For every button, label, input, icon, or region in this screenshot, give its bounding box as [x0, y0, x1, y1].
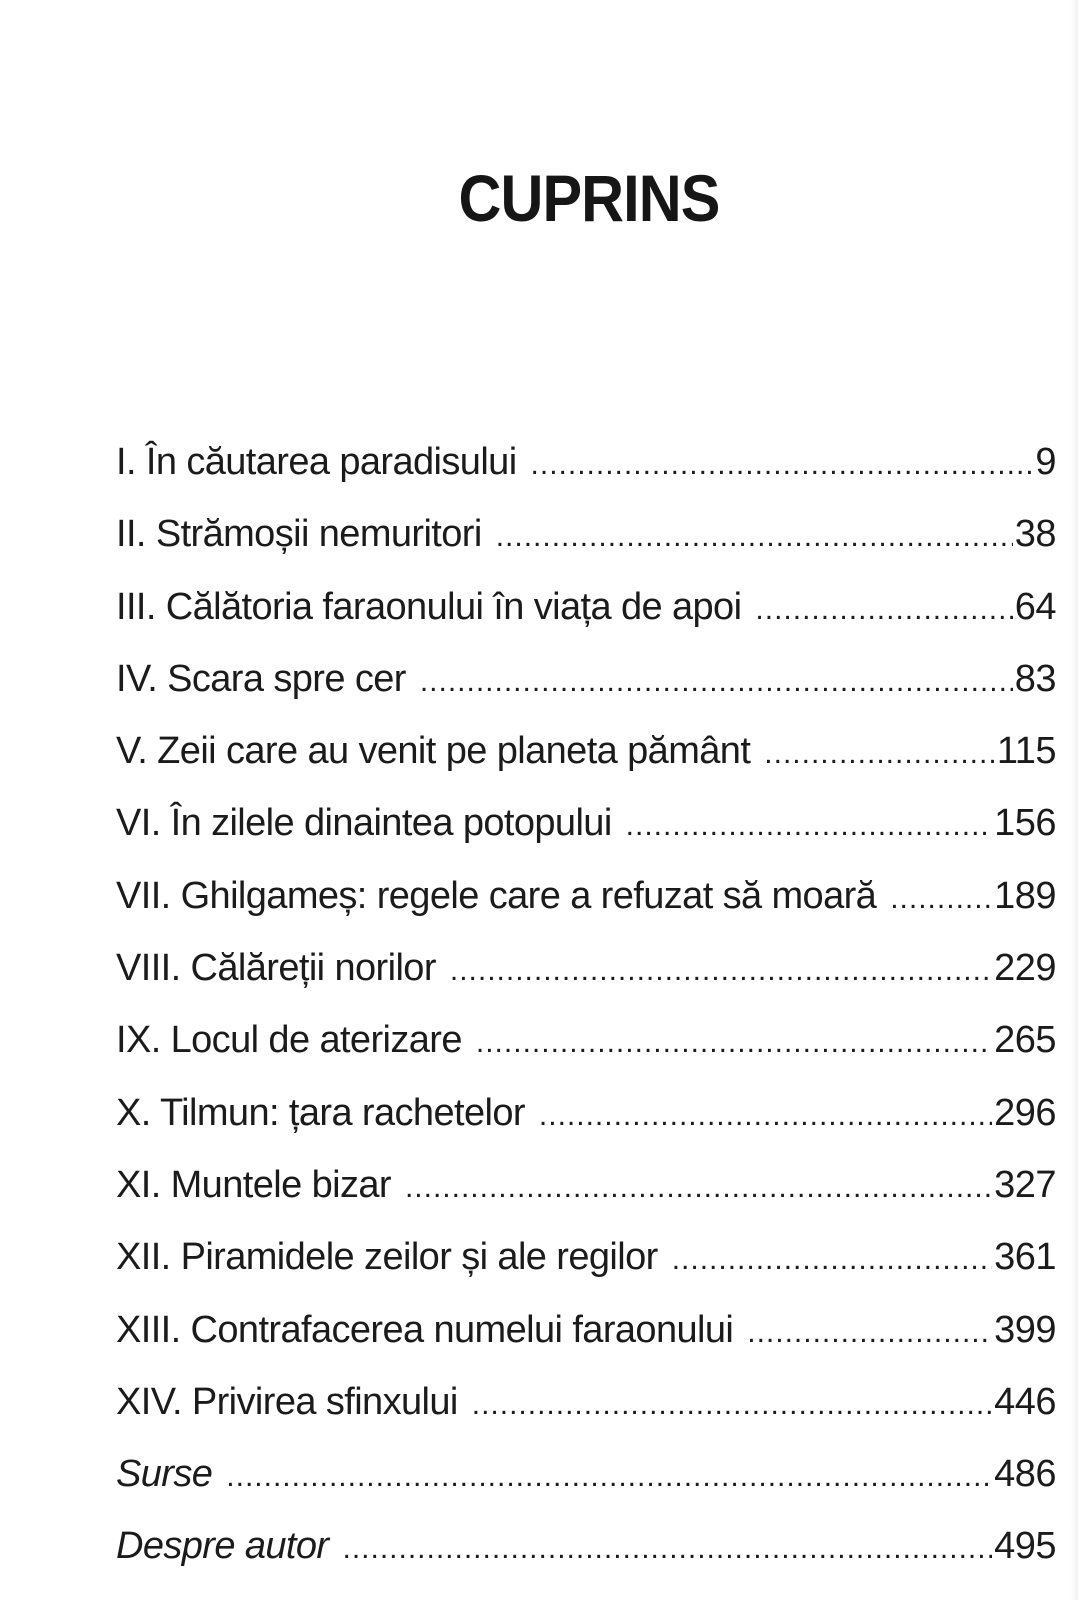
table-of-contents — [116, 432, 1056, 1589]
dot-leader — [890, 869, 992, 929]
dot-leader — [755, 580, 1012, 640]
toc-entry-page: 486 — [994, 1453, 1056, 1496]
toc-entry-page: 115 — [996, 730, 1056, 773]
toc-entry-title: Surse — [116, 1453, 213, 1496]
toc-entry — [116, 793, 1056, 865]
toc-entry — [116, 504, 1056, 576]
dot-leader — [476, 1013, 992, 1073]
page-title: CUPRINS — [458, 161, 720, 235]
toc-entry — [116, 1227, 1056, 1299]
toc-entry-page: 64 — [1014, 585, 1056, 628]
toc-entry-title: XIV. Privirea sfinxului — [116, 1380, 458, 1423]
toc-entry-page: 446 — [994, 1380, 1056, 1423]
toc-entry — [116, 1155, 1056, 1227]
dot-leader — [342, 1519, 992, 1579]
toc-entry-page: 296 — [994, 1091, 1056, 1134]
toc-entry — [116, 1300, 1056, 1372]
toc-entry-title: Despre autor — [116, 1525, 329, 1568]
toc-entry-page: 38 — [1014, 513, 1056, 556]
toc-entry — [116, 938, 1056, 1010]
toc-entry — [116, 649, 1056, 721]
toc-entry — [116, 577, 1056, 649]
toc-entry-page: 156 — [994, 802, 1056, 845]
dot-leader — [226, 1447, 992, 1507]
toc-entry-page: 399 — [994, 1308, 1056, 1351]
toc-entry-title: I. În căutarea paradisului — [116, 441, 517, 483]
dot-leader — [496, 507, 1013, 567]
dot-leader — [539, 1086, 992, 1146]
dot-leader — [405, 1158, 992, 1218]
toc-entry — [116, 1372, 1056, 1444]
toc-entry-title: VIII. Călăreții norilor — [116, 947, 436, 990]
toc-entry-page: 9 — [1035, 441, 1056, 483]
dot-leader — [420, 652, 1013, 712]
toc-entry-title: VI. În zilele dinaintea potopului — [116, 802, 612, 845]
dot-leader — [472, 1375, 992, 1435]
toc-entry-title: XIII. Contrafacerea numelui faraonului — [116, 1308, 734, 1351]
toc-entry — [116, 866, 1056, 938]
toc-entry — [116, 1444, 1056, 1516]
dot-leader — [747, 1303, 992, 1363]
toc-entry-title: II. Strămoșii nemuritori — [116, 513, 482, 556]
toc-entry — [116, 432, 1056, 504]
toc-entry-title: IV. Scara spre cer — [116, 657, 406, 700]
toc-entry-title: X. Tilmun: țara rachetelor — [116, 1091, 525, 1134]
toc-entry-title: XI. Muntele bizar — [116, 1163, 391, 1206]
toc-entry-page: 361 — [994, 1236, 1056, 1279]
toc-entry-page: 327 — [994, 1163, 1056, 1206]
toc-entry-page: 495 — [994, 1525, 1056, 1568]
dot-leader — [450, 941, 992, 1001]
toc-entry-page: 265 — [994, 1019, 1056, 1062]
toc-entry-page: 83 — [1014, 657, 1056, 700]
toc-entry — [116, 1516, 1056, 1588]
toc-entry-title: III. Călătoria faraonului în viața de apoi — [116, 585, 742, 628]
toc-entry-title: V. Zeii care au venit pe planeta pământ — [116, 730, 751, 773]
toc-entry-title: IX. Locul de aterizare — [116, 1019, 462, 1062]
toc-entry — [116, 1083, 1056, 1155]
page-edge-shadow — [1070, 0, 1078, 1600]
toc-entry-page: 189 — [994, 874, 1056, 917]
toc-entry — [116, 1010, 1056, 1082]
dot-leader — [764, 724, 995, 784]
toc-entry — [116, 721, 1056, 793]
dot-leader — [531, 435, 1034, 495]
toc-entry-title: VII. Ghilgameș: regele care a refuzat să moară — [116, 874, 877, 917]
dot-leader — [626, 796, 992, 856]
toc-entry-title: XII. Piramidele zeilor și ale regilor — [116, 1236, 658, 1279]
dot-leader — [672, 1230, 992, 1290]
toc-entry-page: 229 — [994, 947, 1056, 990]
